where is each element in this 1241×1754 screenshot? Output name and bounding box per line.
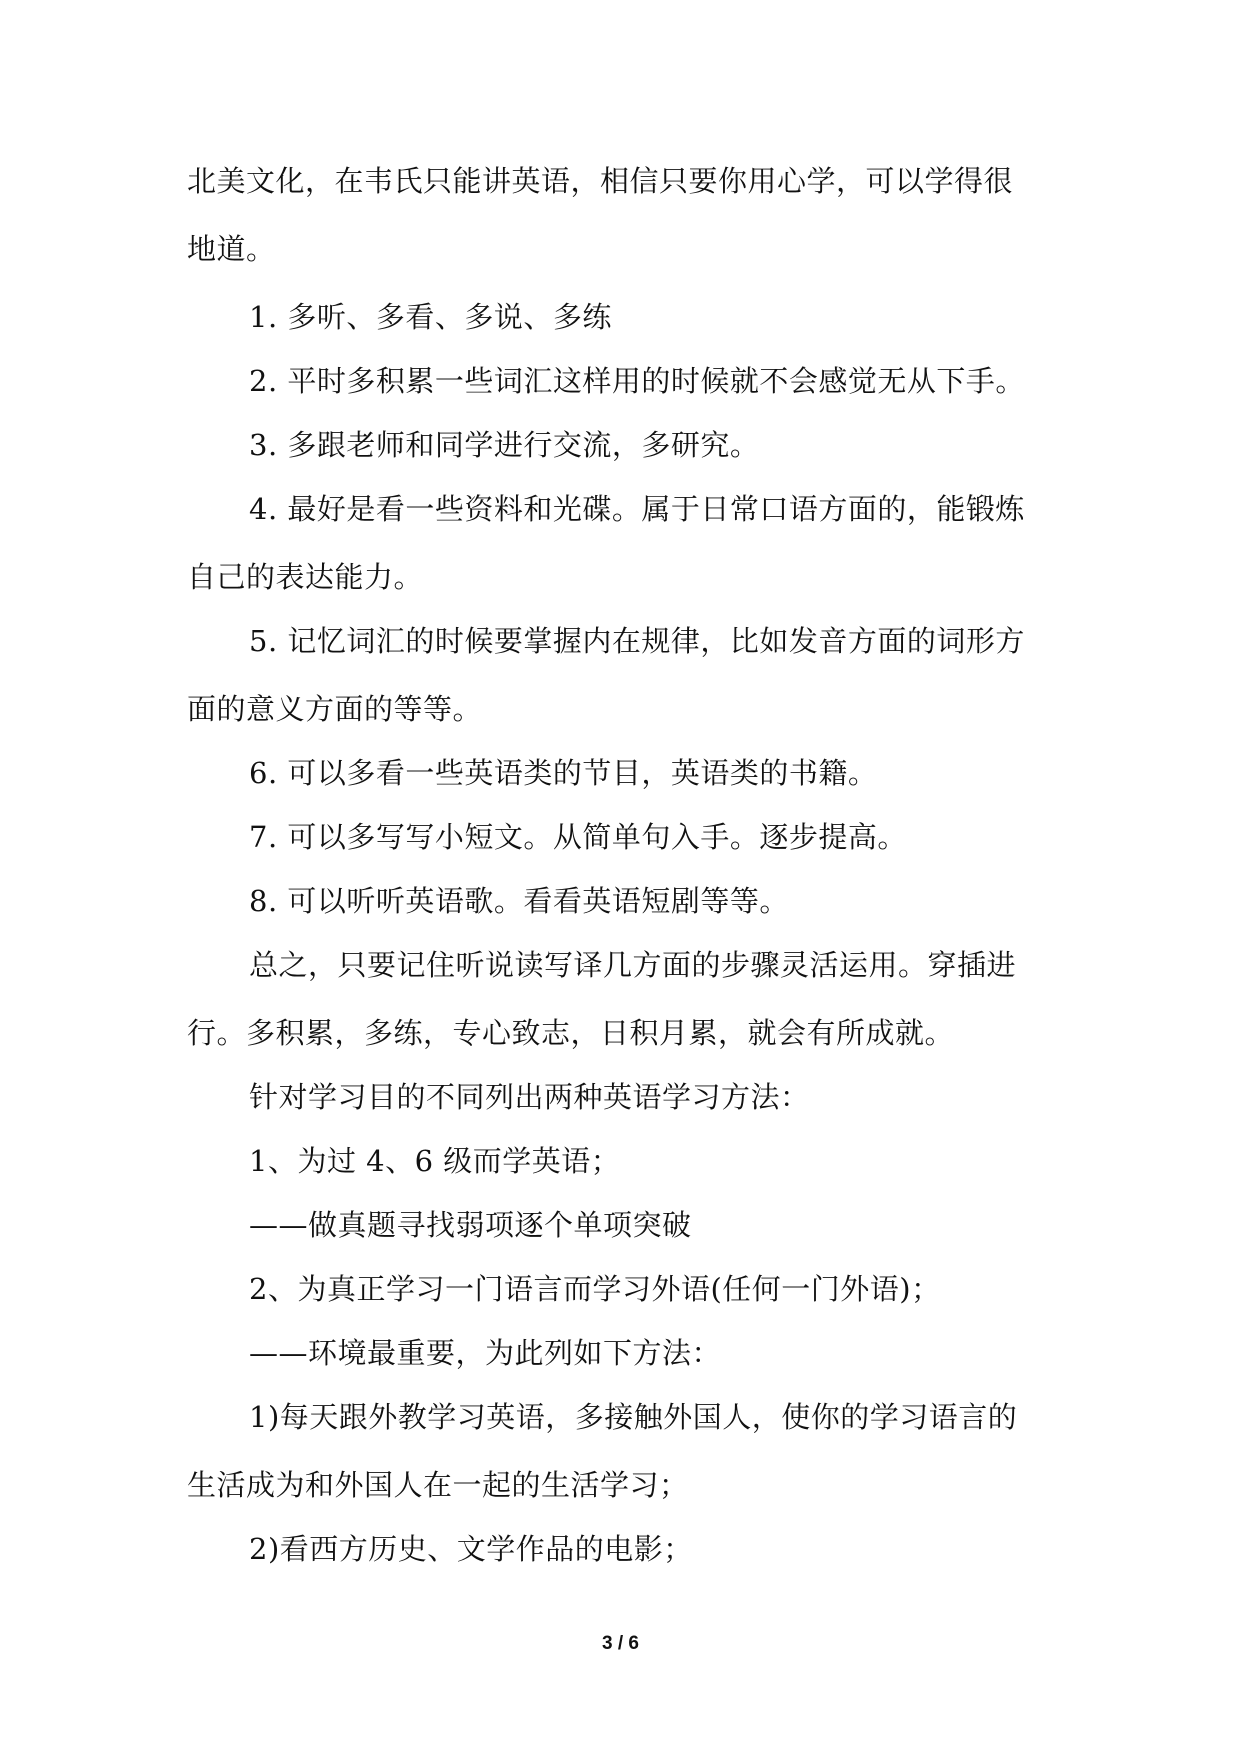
text-line: 自己的表达能力。 <box>187 560 424 594</box>
list-item: 2. 平时多积累一些词汇这样用的时候就不会感觉无从下手。 <box>249 364 1025 398</box>
text-line: ——做真题寻找弱项逐个单项突破 <box>249 1208 692 1242</box>
text-line: 行。多积累，多练，专心致志，日积月累，就会有所成就。 <box>187 1016 955 1050</box>
list-item: 1. 多听、多看、多说、多练 <box>249 300 612 334</box>
text-line: 北美文化，在韦氏只能讲英语，相信只要你用心学，可以学得很 <box>187 164 1014 198</box>
list-item: 1、为过 4、6 级而学英语； <box>249 1144 621 1178</box>
page-number: 3 / 6 <box>602 1633 639 1654</box>
text-line: 生活成为和外国人在一起的生活学习； <box>187 1468 689 1502</box>
list-item: 2、为真正学习一门语言而学习外语(任何一门外语)； <box>249 1272 941 1306</box>
paragraph-line: 针对学习目的不同列出两种英语学习方法： <box>249 1080 810 1114</box>
list-item: 8. 可以听听英语歌。看看英语短剧等等。 <box>249 884 789 918</box>
list-item: 6. 可以多看一些英语类的节目，英语类的书籍。 <box>249 756 878 790</box>
list-item: 4. 最好是看一些资料和光碟。属于日常口语方面的，能锻炼 <box>249 492 1025 526</box>
list-item: 2)看西方历史、文学作品的电影； <box>249 1532 693 1566</box>
paragraph-line: 总之，只要记住听说读写译几方面的步骤灵活运用。穿插进 <box>249 948 1017 982</box>
list-item: 7. 可以多写写小短文。从简单句入手。逐步提高。 <box>249 820 907 854</box>
text-line: 地道。 <box>187 232 276 266</box>
list-item: 5. 记忆词汇的时候要掌握内在规律，比如发音方面的词形方 <box>249 624 1025 658</box>
list-item: 3. 多跟老师和同学进行交流，多研究。 <box>249 428 760 462</box>
list-item: 1)每天跟外教学习英语，多接触外国人，使你的学习语言的 <box>249 1400 1018 1434</box>
text-line: ——环境最重要，为此列如下方法： <box>249 1336 722 1370</box>
text-line: 面的意义方面的等等。 <box>187 692 483 726</box>
